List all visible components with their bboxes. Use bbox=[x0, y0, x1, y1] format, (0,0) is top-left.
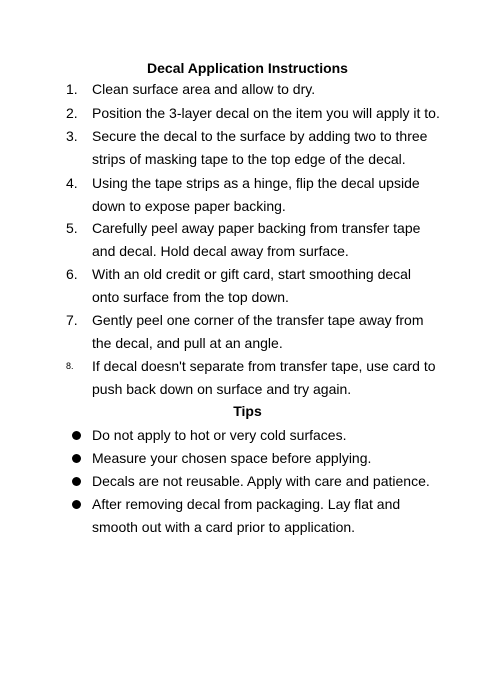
tip-line: Do not apply to hot or very cold surfaces. bbox=[92, 427, 347, 443]
step-text bbox=[92, 125, 437, 171]
step-text bbox=[92, 263, 437, 309]
step-line: Carefully peel away paper backing from transfer tape bbox=[92, 220, 421, 236]
step-line: strips of masking tape to the top edge of the decal. bbox=[92, 151, 406, 167]
step-line: If decal doesn't separate from transfer tape, use card to bbox=[92, 358, 436, 374]
bullet-icon bbox=[72, 454, 81, 463]
bullet-icon bbox=[72, 477, 81, 486]
bullet-icon bbox=[72, 431, 81, 440]
tip-text bbox=[92, 447, 437, 470]
tips-heading: Tips bbox=[233, 403, 262, 419]
step-text bbox=[92, 102, 440, 125]
tip-text bbox=[92, 424, 437, 447]
step-number: 6. bbox=[66, 266, 78, 282]
step-line: Secure the decal to the surface by adding two to three bbox=[92, 128, 428, 144]
tip-text bbox=[92, 470, 437, 493]
step-number: 4. bbox=[66, 175, 78, 191]
step-number: 7. bbox=[66, 312, 78, 328]
tip-line: Measure your chosen space before applying. bbox=[92, 450, 372, 466]
step-number: 5. bbox=[66, 220, 78, 236]
step-line: the decal, and pull at an angle. bbox=[92, 335, 283, 351]
page-title: Decal Application Instructions bbox=[147, 60, 348, 76]
step-line: down to expose paper backing. bbox=[92, 198, 286, 214]
bullet-icon bbox=[72, 500, 81, 509]
step-number: 1. bbox=[66, 81, 78, 97]
step-line: Position the 3-layer decal on the item you will apply it to. bbox=[92, 105, 440, 121]
step-line: Clean surface area and allow to dry. bbox=[92, 81, 316, 97]
step-number: 2. bbox=[66, 105, 78, 121]
tip-line: smooth out with a card prior to application. bbox=[92, 519, 356, 535]
tip-line: After removing decal from packaging. Lay flat and bbox=[92, 496, 401, 512]
step-text bbox=[92, 172, 437, 218]
step-text bbox=[92, 78, 437, 101]
step-line: Gently peel one corner of the transfer tape away from bbox=[92, 312, 424, 328]
step-line: Using the tape strips as a hinge, flip the decal upside bbox=[92, 175, 420, 191]
tip-text bbox=[92, 493, 437, 539]
step-text bbox=[92, 217, 437, 263]
step-number: 3. bbox=[66, 128, 78, 144]
step-line: and decal. Hold decal away from surface. bbox=[92, 243, 349, 259]
step-line: push back down on surface and try again. bbox=[92, 381, 352, 397]
step-text bbox=[92, 309, 437, 355]
step-line: onto surface from the top down. bbox=[92, 289, 289, 305]
tip-line: Decals are not reusable. Apply with care and patience. bbox=[92, 473, 430, 489]
step-text bbox=[92, 355, 437, 401]
step-number: 8. bbox=[66, 361, 74, 371]
step-line: With an old credit or gift card, start smoothing decal bbox=[92, 266, 412, 282]
